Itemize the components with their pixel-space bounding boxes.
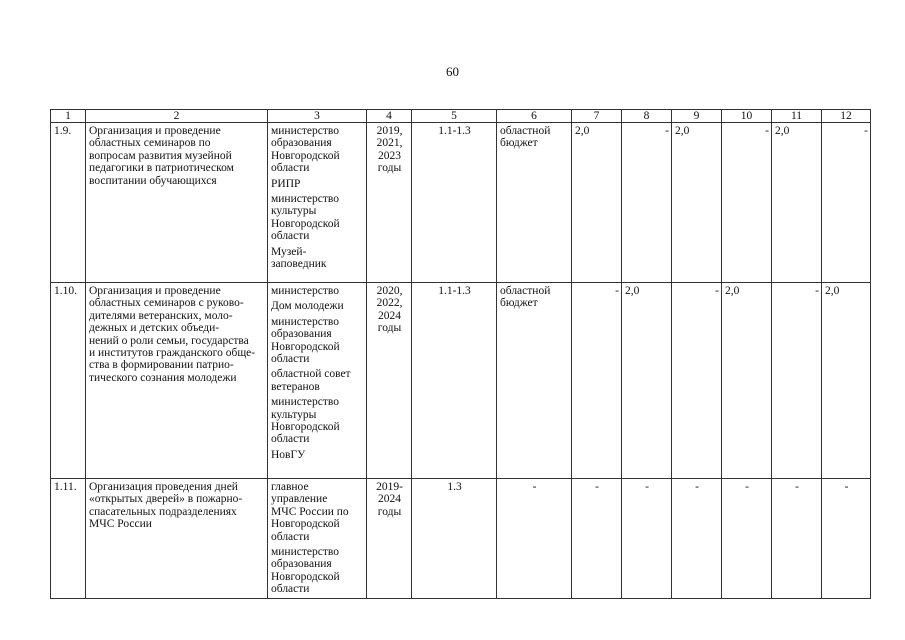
funding-cell: 2,0 bbox=[772, 123, 822, 283]
header-cell: 2 bbox=[86, 110, 268, 123]
header-cell: 4 bbox=[367, 110, 412, 123]
header-cell: 11 bbox=[772, 110, 822, 123]
header-cell: 9 bbox=[672, 110, 722, 123]
activity-cell: Организация и проведение областных семинаров с руково- дителями ветеранских, моло- дежных и детских объеди- нений о роли семьи, государства и институтов гражданского обще- ства в формировании патрио- тического сознания молодежи bbox=[86, 283, 268, 479]
plan-table bbox=[50, 109, 871, 599]
table-row bbox=[51, 283, 871, 479]
header-cell: 7 bbox=[572, 110, 622, 123]
row-number: 1.10. bbox=[51, 283, 86, 479]
years-cell: 2019- 2024 годы bbox=[367, 479, 412, 599]
funding-cell: 2,0 bbox=[822, 283, 871, 479]
executor: Музей- заповедник bbox=[271, 245, 327, 271]
executor: министерство образования Новгородской области bbox=[271, 546, 340, 596]
funding-cell: - bbox=[822, 479, 871, 599]
indicators-cell: 1.3 bbox=[412, 479, 497, 599]
years-cell: 2019, 2021, 2023 годы bbox=[367, 123, 412, 283]
funding-cell: 2,0 bbox=[622, 283, 672, 479]
activity-cell: Организация проведения дней «открытых дверей» в пожарно- спасательных подразделениях МЧС России bbox=[86, 479, 268, 599]
funding-cell: - bbox=[822, 123, 871, 283]
executor: министерство bbox=[271, 285, 339, 297]
funding-cell: 2,0 bbox=[672, 123, 722, 283]
activity-cell: Организация и проведение областных семинаров по вопросам развития музейной педагогики в патриотическом воспитании обучающихся bbox=[86, 123, 268, 283]
header-cell: 1 bbox=[51, 110, 86, 123]
executors-cell bbox=[268, 123, 367, 283]
header-cell: 10 bbox=[722, 110, 772, 123]
executor: Дом молодежи bbox=[271, 300, 344, 313]
funding-cell: - bbox=[672, 479, 722, 599]
executor: областной совет ветеранов bbox=[271, 368, 351, 393]
executors-cell bbox=[268, 479, 367, 599]
funding-cell: 2,0 bbox=[722, 283, 772, 479]
funding-cell: - bbox=[722, 123, 772, 283]
funding-cell: - bbox=[772, 283, 822, 479]
funding-cell: - bbox=[572, 479, 622, 599]
indicators-cell: 1.1-1.3 bbox=[412, 123, 497, 283]
funding-cell: - bbox=[622, 123, 672, 283]
executor: РИПР bbox=[271, 177, 301, 190]
executor: министерство культуры Новгородской области bbox=[271, 396, 340, 446]
header-cell: 8 bbox=[622, 110, 672, 123]
source-cell: областной бюджет bbox=[497, 123, 572, 283]
executor: министерство образования Новгородской области bbox=[271, 125, 340, 175]
years-cell: 2020, 2022, 2024 годы bbox=[367, 283, 412, 479]
funding-cell: - bbox=[772, 479, 822, 599]
header-cell: 3 bbox=[268, 110, 367, 123]
row-number: 1.9. bbox=[51, 123, 86, 283]
executors-cell bbox=[268, 283, 367, 479]
funding-cell: 2,0 bbox=[572, 123, 622, 283]
funding-cell: - bbox=[722, 479, 772, 599]
executor: министерство образования Новгородской области bbox=[271, 315, 340, 366]
source-cell: областной бюджет bbox=[497, 283, 572, 479]
table-row bbox=[51, 479, 871, 599]
funding-cell: - bbox=[672, 283, 722, 479]
source-cell: - bbox=[497, 479, 572, 599]
funding-cell: - bbox=[622, 479, 672, 599]
executor: главное управление МЧС России по Новгородской области bbox=[271, 481, 349, 543]
row-number: 1.11. bbox=[51, 479, 86, 599]
executor: НовГУ bbox=[271, 448, 306, 461]
indicators-cell: 1.1-1.3 bbox=[412, 283, 497, 479]
table-row bbox=[51, 123, 871, 283]
page-number: 60 bbox=[446, 64, 459, 79]
header-row bbox=[51, 110, 871, 123]
executor: министерство культуры Новгородской области bbox=[271, 193, 340, 243]
funding-cell: - bbox=[572, 283, 622, 479]
header-cell: 5 bbox=[412, 110, 497, 123]
header-cell: 12 bbox=[822, 110, 871, 123]
header-cell: 6 bbox=[497, 110, 572, 123]
